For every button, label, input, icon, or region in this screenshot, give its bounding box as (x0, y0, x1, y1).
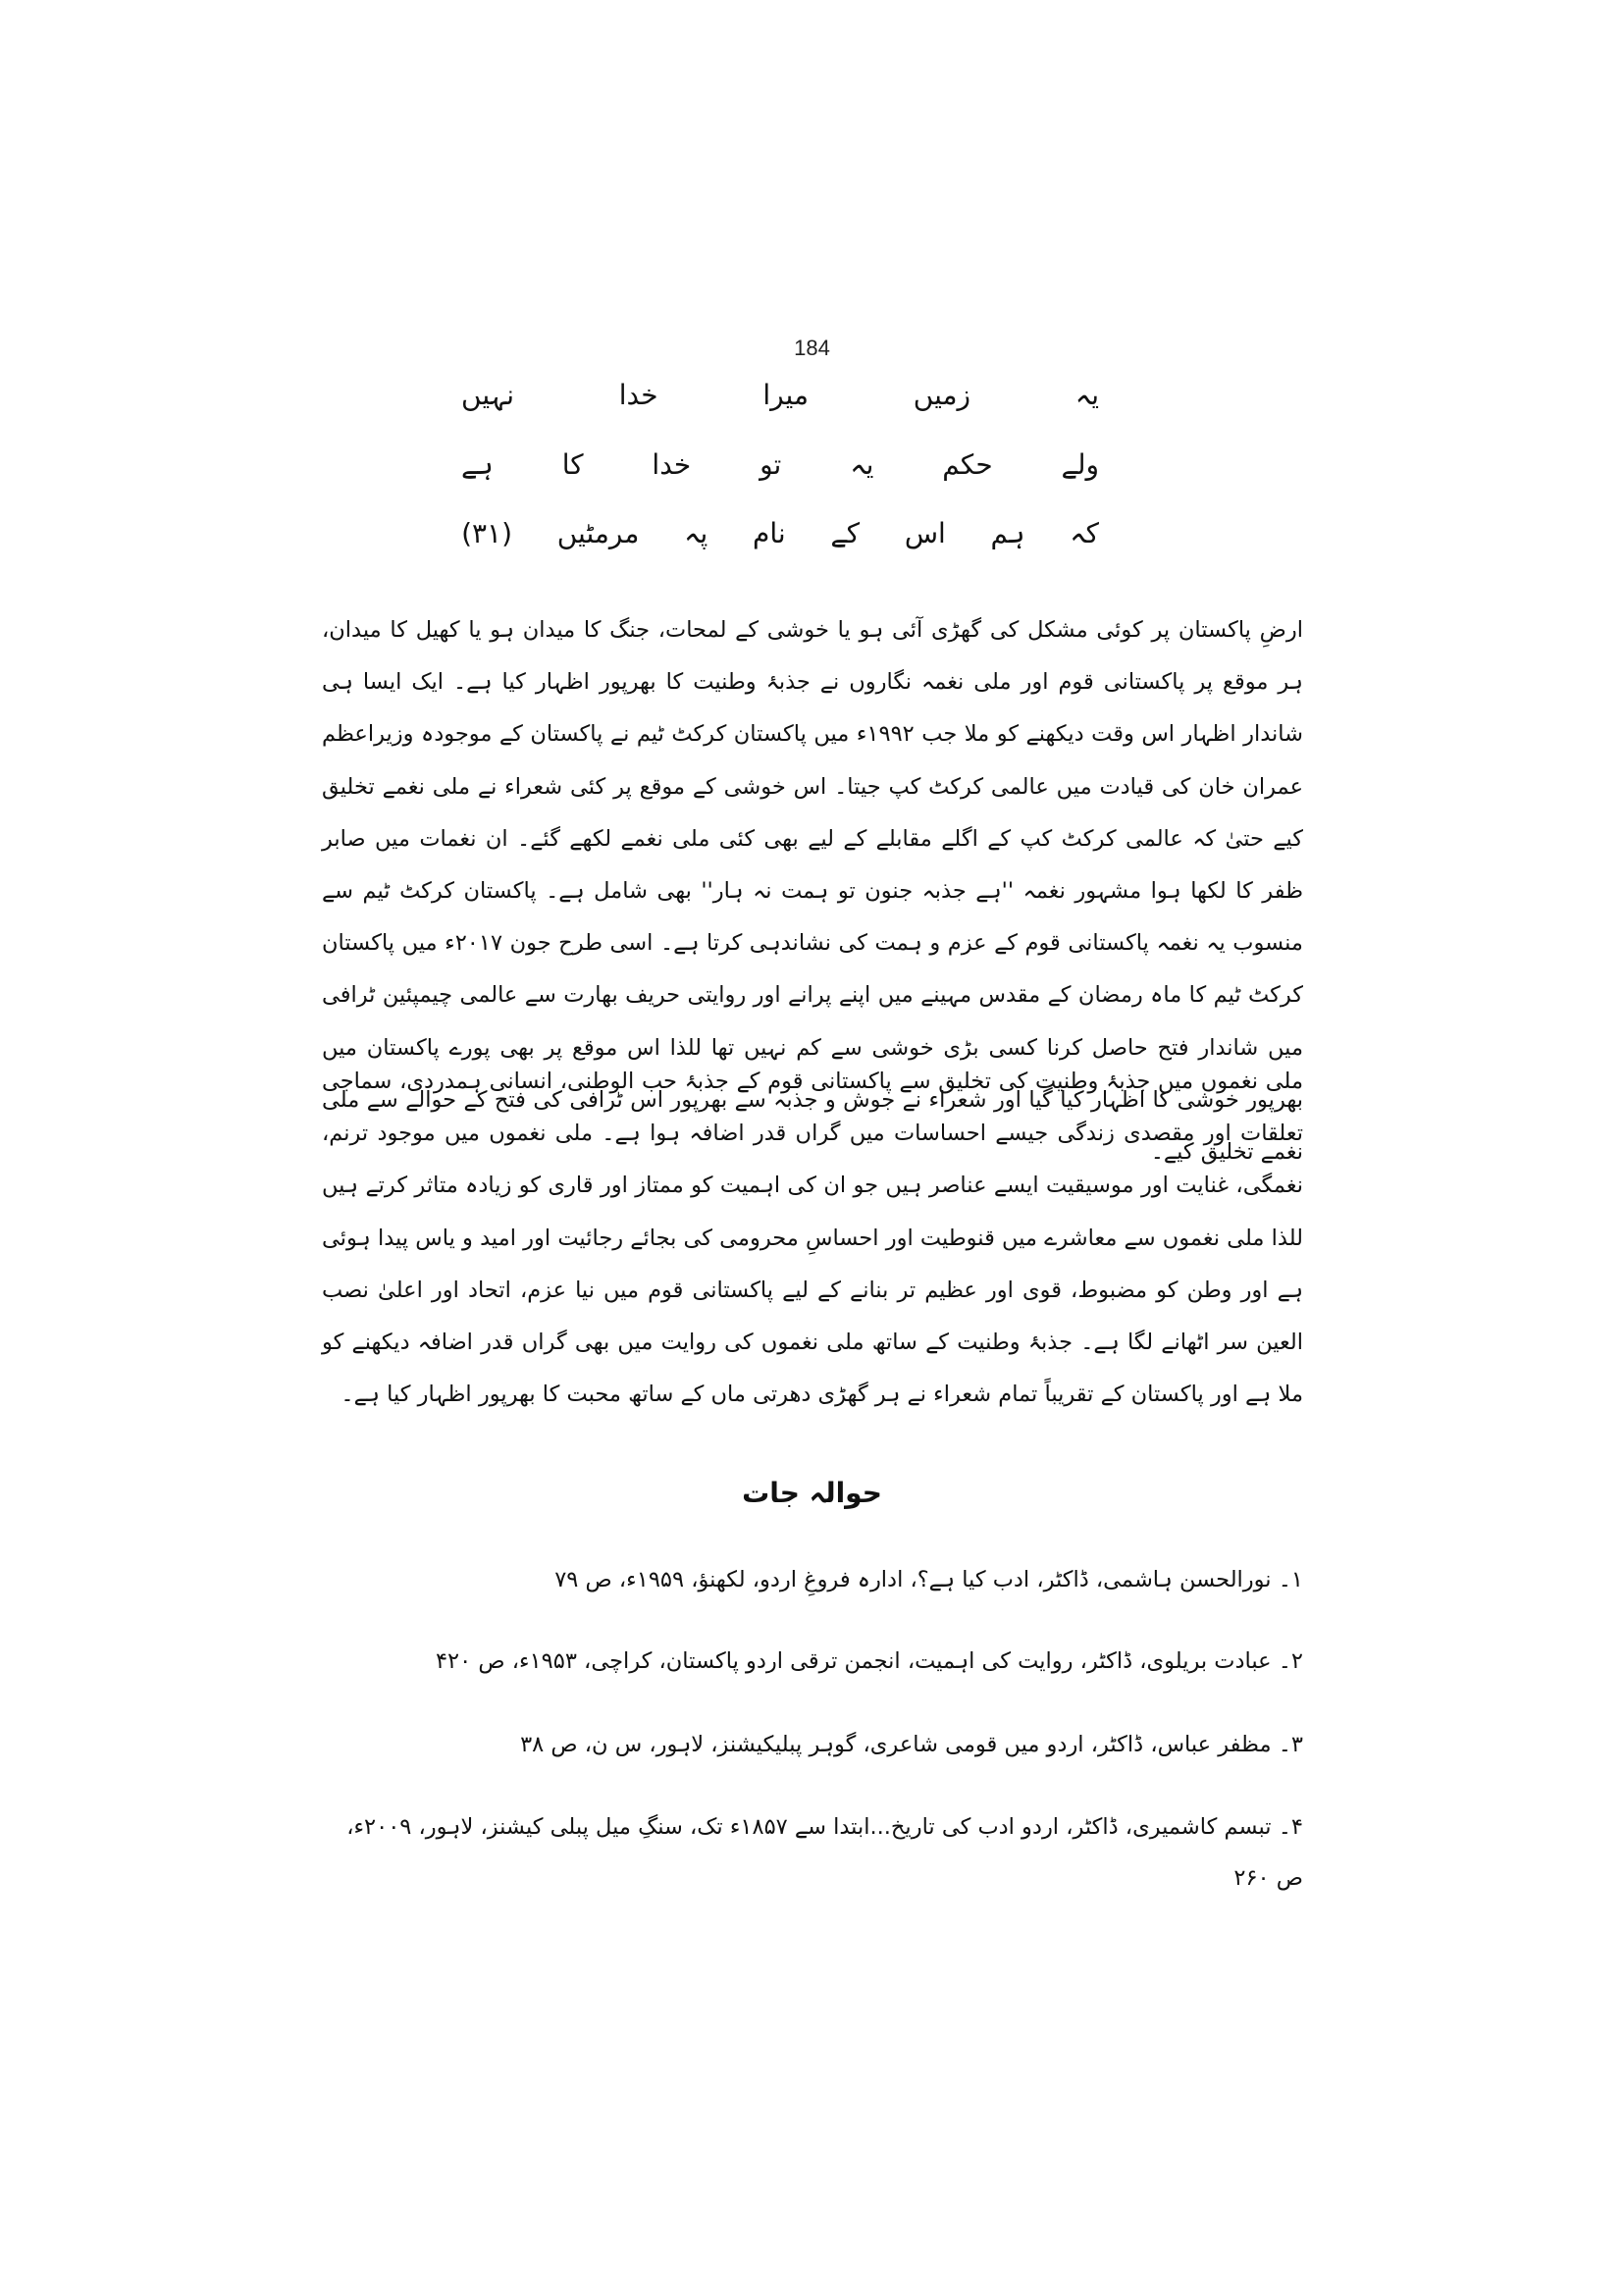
poem-word: مرمٹیں (556, 517, 640, 549)
poem-word: کا (561, 448, 584, 481)
reference-item: ۱۔ نورالحسن ہاشمی، ڈاکٹر، ادب کیا ہے؟، ادارہ فروغِ اردو، لکھنؤ، ۱۹۵۹ء، ص ۷۹ (554, 1567, 1303, 1592)
poem-word: حکم (942, 448, 993, 481)
poem-word: تو (760, 448, 782, 481)
poem-line-3 (461, 512, 1099, 555)
poem-word: ولے (1061, 448, 1099, 481)
poem-word: پہ (684, 517, 708, 549)
reference-item: ۲۔ عبادت بریلوی، ڈاکٹر، روایت کی اہمیت، انجمن ترقی اردو پاکستان، کراچی، ۱۹۵۳ء، ص ۴۲۰ (435, 1648, 1303, 1674)
poem-word: (۳۱) (461, 517, 513, 549)
poem-word: زمیں (913, 379, 971, 411)
poem-word: ہم (990, 517, 1025, 549)
poem-word: کے (830, 517, 861, 549)
body-paragraph-1: ارضِ پاکستان پر کوئی مشکل کی گھڑی آئی ہو یا خوشی کے لمحات، جنگ کا میدان ہو یا کھیل کا میدان، ہر موقع پر پاکستانی قوم اور ملی نغمہ نگاروں نے جذبۂ وطنیت کا بھرپور اظہار کیا ہے۔ ایک ایسا ہی شاندار اظہار اس وقت دیکھنے کو ملا جب ۱۹۹۲ء میں پاکستان کرکٹ ٹیم نے پاکستان کے موجودہ وزیراعظم عمران خان کی قیادت میں عالمی کرکٹ کپ جیتا۔ اس خوشی کے موقع پر کئی شعراء نے ملی نغمے تخلیق کیے حتیٰ کہ عالمی کرکٹ کپ کے اگلے مقابلے کے لیے بھی کئی ملی نغمے لکھے گئے۔ ان نغمات میں صابر ظفر کا لکھا ہوا مشہور نغمہ ''ہے جذبہ جنون تو ہمت نہ ہار'' بھی شامل ہے۔ پاکستان کرکٹ ٹیم سے منسوب یہ نغمہ پاکستانی قوم کے عزم و ہمت کی نشاندہی کرتا ہے۔ اسی طرح جون ۲۰۱۷ء میں پاکستان کرکٹ ٹیم کا ماہ رمضان کے مقدس مہینے میں اپنے پرانے اور روایتی حریف بھارت سے عالمی چیمپئین ٹرافی میں شاندار فتح حاصل کرنا کسی بڑی خوشی سے کم نہیں تھا للذا اس موقع پر بھی پورے پاکستان میں بھرپور خوشی کا اظہار کیا گیا اور شعراء نے جوش و جذبہ سے بھرپور اس ٹرافی کی فتح کے حوالے سے ملی نغمے تخلیق کیے۔ (322, 617, 1303, 1166)
page-number: 184 (794, 336, 830, 360)
poem-word: میرا (762, 379, 809, 411)
poem-word: نام (753, 517, 786, 549)
poem-word: نہیں (461, 379, 515, 411)
poem-word: کہ (1070, 517, 1099, 549)
poem-word: خدا (652, 448, 692, 481)
reference-item: ۴۔ تبسم کاشمیری، ڈاکٹر، اردو ادب کی تاریخ...ابتدا سے ۱۸۵۷ء تک، سنگِ میل پبلی کیشنز، لاہور، ۲۰۰۹ء، ص ۲۶۰ (346, 1814, 1303, 1891)
poem-word: یہ (850, 448, 874, 481)
poem-line-2 (461, 443, 1099, 487)
poem-word: ہے (461, 448, 494, 481)
poem-line-1 (461, 374, 1099, 417)
poem-word: یہ (1074, 379, 1099, 411)
body-paragraph-2: ملی نغموں میں جذبۂ وطنیت کی تخلیق سے پاکستانی قوم کے جذبۂ حب الوطنی، انسانی ہمدردی، سماجی تعلقات اور مقصدی زندگی جیسے احساسات میں گراں قدر اضافہ ہوا ہے۔ ملی نغموں میں موجود ترنم، نغمگی، غنایت اور موسیقیت ایسے عناصر ہیں جو ان کی اہمیت کو ممتاز اور قاری کو زیادہ متاثر کرتے ہیں للذا ملی نغموں سے معاشرے میں قنوطیت اور احساسِ محرومی کی بجائے رجائیت اور امید و یاس پیدا ہوئی ہے اور وطن کو مضبوط، قوی اور عظیم تر بنانے کے لیے پاکستانی قوم میں نیا عزم، اتحاد اور اعلیٰ نصب العین سر اٹھانے لگا ہے۔ جذبۂ وطنیت کے ساتھ ملی نغموں کی روایت میں بھی گراں قدر اضافہ دیکھنے کو ملا ہے اور پاکستان کے تقریباً تمام شعراء نے ہر گھڑی دھرتی ماں کے ساتھ محبت کا بھرپور اظہار کیا ہے۔ (322, 1069, 1303, 1408)
poem-word: اس (904, 517, 946, 549)
reference-item: ۳۔ مظفر عباس، ڈاکٹر، اردو میں قومی شاعری، گوہر پبلیکیشنز، لاہور، س ن، ص ۳۸ (520, 1732, 1303, 1757)
references-heading: حوالہ جات (742, 1477, 882, 1509)
poem-word: خدا (618, 379, 658, 411)
